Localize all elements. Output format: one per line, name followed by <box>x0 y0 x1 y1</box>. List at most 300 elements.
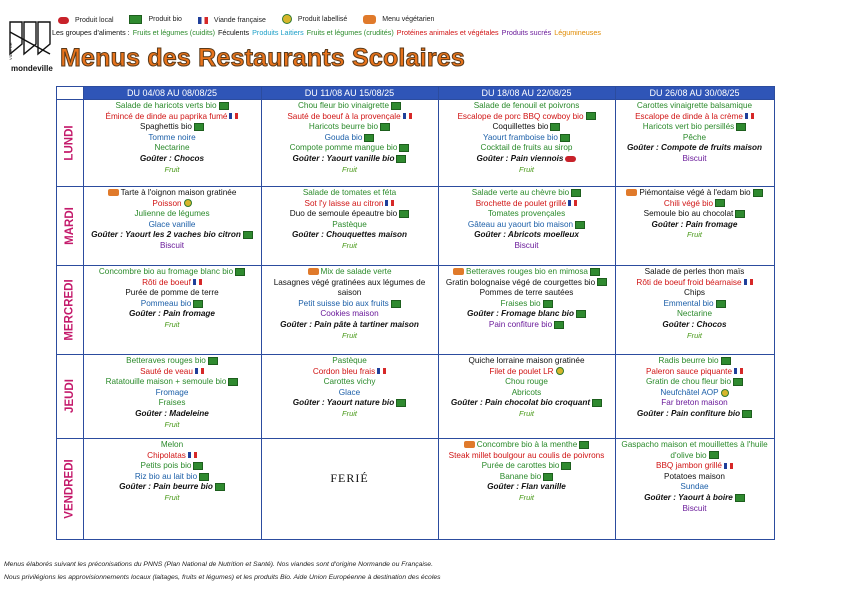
day-label-mardi: MARDI <box>64 206 77 245</box>
menu-table <box>56 86 775 540</box>
menu-item <box>83 398 261 409</box>
menu-cell-mercredi-week-4 <box>615 266 774 354</box>
bio-icon <box>554 321 564 329</box>
menu-item-text: Goûter : Pain chocolat bio croquant <box>450 398 591 408</box>
menu-item <box>83 288 261 299</box>
menu-item-text: Glace vanille <box>148 219 196 229</box>
menu-item-text: Goûter : Chocos <box>139 153 205 163</box>
menu-item <box>83 241 261 252</box>
menu-item-text: Sot l'y laisse au citron <box>304 198 384 208</box>
french-flag-icon <box>385 200 394 206</box>
menu-item-text: Goûter : Flan vanille <box>487 482 566 492</box>
vegetarian-icon <box>308 268 319 275</box>
menu-item-text: Fruit <box>687 230 702 240</box>
ferie-label: FERIÉ <box>330 471 369 485</box>
french-flag-icon <box>745 113 754 119</box>
legend-item-label <box>282 14 347 24</box>
menu-item-text: Julienne de légumes <box>134 209 210 219</box>
vegetarian-icon <box>626 189 637 196</box>
menu-item-text: Compote pomme mangue bio <box>289 143 398 153</box>
menu-item <box>261 267 438 278</box>
menu-item <box>615 299 774 310</box>
menu-item <box>615 398 774 409</box>
menu-item-text: Chips <box>684 288 705 298</box>
menu-cell-vendredi-week-3 <box>438 439 615 539</box>
bio-icon <box>742 410 752 418</box>
bio-icon <box>709 451 719 459</box>
french-flag-icon <box>198 17 208 24</box>
french-flag-icon <box>377 368 386 374</box>
menu-item <box>615 388 774 399</box>
menu-item-text: Chou fleur bio vinaigrette <box>297 101 390 110</box>
menu-item-text: Fruit <box>519 164 534 174</box>
menu-item-text: Carottes vichy <box>323 377 376 387</box>
menu-item-text: Steak millet boulgour au coulis de poivrons <box>448 450 605 460</box>
menu-item-text: Coquillettes bio <box>492 122 549 132</box>
menu-item-text: Cocktail de fruits au sirop <box>480 143 573 153</box>
menu-cell-jeudi-week-3 <box>438 355 615 438</box>
bio-icon <box>396 155 406 163</box>
menu-item-text: Fruit <box>164 164 180 174</box>
menu-item-text: Poisson <box>152 198 182 208</box>
footer-line-2: Nous privilégions les approvisionnements locaux (laitages, fruits et légumes) et les produits Bio. Aide Union Européenne à destination des écoles <box>4 574 441 581</box>
menu-item <box>261 377 438 388</box>
bio-icon <box>715 199 725 207</box>
french-flag-icon <box>724 463 733 469</box>
menu-item-text: Salade de fenouil et poivrons <box>473 101 580 110</box>
menu-item <box>438 267 615 278</box>
menu-item <box>615 209 774 220</box>
day-label-vendredi: VENDREDI <box>64 458 76 519</box>
menu-item-text: Betteraves rouges bio <box>126 356 206 365</box>
menu-item-text: Radis beurre bio <box>658 356 719 365</box>
menu-item <box>615 504 774 515</box>
legend <box>58 14 448 26</box>
menu-item-text: Spaghettis bio <box>140 122 192 132</box>
bio-icon <box>380 123 390 131</box>
week-header-4: DU 26/08 AU 30/08/25 <box>615 87 774 99</box>
day-label-lundi: LUNDI <box>64 124 77 161</box>
menu-item <box>438 320 615 331</box>
menu-item <box>615 356 774 367</box>
menu-item-text: Goûter : Yaourt à boire <box>644 492 733 502</box>
bio-icon <box>576 310 586 318</box>
menu-item <box>615 331 774 342</box>
menu-item-text: Paleron sauce piquante <box>645 366 733 376</box>
menu-item <box>438 101 615 112</box>
legend-item-bio <box>129 15 181 24</box>
menu-item <box>438 288 615 299</box>
menu-item <box>261 165 438 176</box>
food-group-3: Produits Laitiers <box>252 28 304 37</box>
menu-item <box>615 122 774 133</box>
mondeville-logo <box>6 18 52 78</box>
menu-item-text: Quiche lorraine maison gratinée <box>468 356 585 365</box>
bio-icon <box>193 300 203 308</box>
menu-item-text: Yaourt framboise bio <box>483 132 558 142</box>
menu-item-text: Fromage <box>155 387 189 397</box>
menu-item-text: Mix de salade verte <box>320 267 392 276</box>
menu-item-text: Melon <box>160 440 184 449</box>
bio-icon <box>721 357 731 365</box>
menu-item <box>83 451 261 462</box>
bio-icon <box>364 134 374 142</box>
menu-item <box>615 220 774 231</box>
vegetarian-icon <box>363 15 376 24</box>
menu-item <box>438 309 615 320</box>
menu-item <box>615 440 774 461</box>
menu-cell-vendredi-week-2 <box>261 439 438 539</box>
menu-item-text: Neufchâtel AOP <box>660 387 719 397</box>
menu-item <box>83 420 261 431</box>
menu-item-text: Goûter : Fromage blanc bio <box>467 309 574 319</box>
menu-cell-mardi-week-3 <box>438 187 615 265</box>
menu-item-text: Pastèque <box>332 356 367 365</box>
bio-icon <box>590 268 600 276</box>
menu-item <box>261 101 438 112</box>
menu-item-text: Fruit <box>519 492 534 502</box>
french-flag-icon <box>734 368 743 374</box>
menu-item <box>438 377 615 388</box>
menu-item <box>83 188 261 199</box>
menu-item <box>438 409 615 420</box>
menu-item <box>261 409 438 420</box>
menu-item-text: Goûter : Pain viennois <box>476 153 564 163</box>
menu-item <box>438 493 615 504</box>
menu-item <box>438 188 615 199</box>
menu-item <box>438 241 615 252</box>
logo-subtext: VILLE DE <box>8 42 13 60</box>
bio-icon <box>194 123 204 131</box>
menu-item-text: Goûter : Compote de fruits maison <box>626 143 763 153</box>
menu-item-text: Goûter : Pain fromage <box>651 219 738 229</box>
menu-item <box>83 377 261 388</box>
menu-cell-mardi-week-1 <box>83 187 261 265</box>
menu-item-text: Salade de tomates et féta <box>302 188 397 197</box>
french-flag-icon <box>744 279 753 285</box>
menu-item <box>615 493 774 504</box>
menu-item <box>83 482 261 493</box>
menu-item <box>83 461 261 472</box>
menu-item-text: Gaspacho maison et mouillettes à l'huile d'olive bio <box>621 440 768 460</box>
menu-item-text: Salade de perles thon maïs <box>644 267 745 276</box>
menu-item <box>261 143 438 154</box>
menu-item <box>615 472 774 483</box>
bio-icon <box>228 378 238 386</box>
menu-item-text: Betteraves rouges bio en mimosa <box>466 267 588 276</box>
bio-icon <box>399 144 409 152</box>
menu-item-text: Salade verte au chèvre bio <box>471 188 570 197</box>
menu-item <box>615 143 774 154</box>
menu-item <box>438 388 615 399</box>
page-title: Menus des Restaurants Scolaires <box>60 44 465 72</box>
menu-item <box>261 188 438 199</box>
menu-item <box>438 112 615 123</box>
menu-item-text: Pastèque <box>332 219 367 229</box>
menu-item-text: Fruit <box>342 408 357 418</box>
menu-item-text: Cookies maison <box>320 309 379 319</box>
menu-item <box>83 356 261 367</box>
menu-item-text: Goûter : Pain beurre bio <box>119 482 213 492</box>
menu-item <box>438 472 615 483</box>
menu-item-text: Goûter : Yaourt vanille bio <box>292 153 395 163</box>
food-group-6: Produits sucrés <box>501 28 552 37</box>
menu-cell-jeudi-week-1 <box>83 355 261 438</box>
bio-icon <box>208 357 218 365</box>
logo-text: mondeville <box>11 64 53 73</box>
produit-local-icon <box>58 17 69 24</box>
menu-item-text: Biscuit <box>682 153 707 163</box>
menu-item-text: Tomme noire <box>148 132 196 142</box>
menu-item-text: Goûter : Yaourt les 2 vaches bio citron <box>91 230 241 240</box>
bio-icon <box>550 123 560 131</box>
bio-icon <box>243 231 253 239</box>
menu-item <box>261 122 438 133</box>
menu-cell-lundi-week-4 <box>615 100 774 186</box>
menu-item-text: Concombre bio au fromage blanc bio <box>98 267 234 276</box>
label-icon <box>184 199 192 207</box>
menu-item-text: Petits pois bio <box>140 461 192 471</box>
bio-icon <box>396 399 406 407</box>
menu-item-text: Goûter : Pain fromage <box>129 309 215 319</box>
menu-item <box>261 220 438 231</box>
week-header-2: DU 11/08 AU 15/08/25 <box>261 87 438 99</box>
menu-item <box>261 112 438 123</box>
bio-icon <box>560 134 570 142</box>
menu-item <box>261 356 438 367</box>
menu-item-text: Émincé de dinde au paprika fumé <box>105 111 228 121</box>
menu-item-text: Goûter : Chocos <box>662 319 727 329</box>
menu-item <box>83 143 261 154</box>
label-icon <box>721 389 729 397</box>
french-flag-icon <box>403 113 412 119</box>
menu-item <box>83 440 261 451</box>
menu-cell-lundi-week-3 <box>438 100 615 186</box>
menu-item <box>615 278 774 289</box>
menu-item <box>261 299 438 310</box>
menu-item-text: Fruit <box>164 419 180 429</box>
menu-item <box>615 288 774 299</box>
menu-item <box>438 230 615 241</box>
menu-item <box>615 133 774 144</box>
menu-item <box>83 220 261 231</box>
menu-item <box>438 143 615 154</box>
legend-label: Menu végétarien <box>382 16 435 23</box>
menu-item <box>83 388 261 399</box>
menu-item-text: Rôti de boeuf <box>142 277 191 287</box>
vegetarian-icon <box>453 268 464 275</box>
menu-item-text: Sauté de veau <box>140 366 193 376</box>
menu-item-text: Goûter : Pain confiture bio <box>636 408 741 418</box>
french-flag-icon <box>188 452 197 458</box>
menu-cell-mercredi-week-2 <box>261 266 438 354</box>
bio-icon <box>561 462 571 470</box>
menu-item-text: Salade de haricots verts bio <box>115 101 217 110</box>
menu-item-text: Pommes de terre sautées <box>479 288 574 298</box>
menu-item-text: Fruit <box>164 492 180 502</box>
legend-label: Produit local <box>75 17 114 24</box>
menu-item-text: Tarte à l'oignon maison gratinée <box>120 188 237 197</box>
menu-item-text: Escalope de porc BBQ cowboy bio <box>457 111 584 121</box>
menu-item-text: Goûter : Yaourt nature bio <box>292 398 395 408</box>
bio-icon <box>399 210 409 218</box>
legend-item-vegetarien <box>363 15 434 24</box>
food-group-5: Protéines animales et végétales <box>396 28 499 37</box>
menu-item <box>83 112 261 123</box>
menu-item <box>615 154 774 165</box>
bio-icon <box>586 112 596 120</box>
menu-item-text: Haricots vert bio persillés <box>642 122 735 132</box>
menu-item <box>438 154 615 165</box>
day-label-jeudi: JEUDI <box>64 379 76 413</box>
legend-label: Produit bio <box>148 16 182 23</box>
menu-item <box>615 309 774 320</box>
menu-item-text: Goûter : Pain pâte à tartiner maison <box>280 319 419 329</box>
menu-item <box>438 398 615 409</box>
menu-item <box>83 101 261 112</box>
menu-item <box>615 377 774 388</box>
french-flag-icon <box>195 368 204 374</box>
menu-item-text: Biscuit <box>159 240 185 250</box>
menu-item <box>83 309 261 320</box>
menu-item <box>438 165 615 176</box>
label-icon <box>282 14 292 24</box>
bio-icon <box>575 221 585 229</box>
bio-icon <box>199 473 209 481</box>
menu-item <box>438 133 615 144</box>
menu-item <box>83 278 261 289</box>
menu-cell-vendredi-week-1 <box>83 439 261 539</box>
food-group-4: Fruits et légumes (crudités) <box>306 28 394 37</box>
menu-item <box>83 367 261 378</box>
menu-item <box>615 112 774 123</box>
menu-item-text: Fruit <box>342 240 357 250</box>
menu-item <box>261 388 438 399</box>
day-label-mercredi: MERCREDI <box>64 278 76 341</box>
menu-item-text: Potatoes maison <box>664 471 725 481</box>
footer-line-1: Menus élaborés suivant les préconisations du PNNS (Plan National de Nutrition et Santé). Nos viandes sont d'origine Normande ou Française. <box>4 561 433 568</box>
menu-item <box>438 367 615 378</box>
menu-item-text: BBQ jambon grillé <box>656 461 722 471</box>
menu-item-text: Chipolatas <box>147 450 186 460</box>
bio-icon <box>753 189 763 197</box>
menu-item-text: Gratin de chou fleur bio <box>645 377 732 387</box>
menu-item <box>83 122 261 133</box>
menu-item <box>615 482 774 493</box>
menu-item-text: Abricots <box>511 387 542 397</box>
menu-item <box>438 199 615 210</box>
menu-item-text: Banane bio <box>499 471 542 481</box>
menu-item <box>83 199 261 210</box>
menu-item <box>615 230 774 241</box>
bio-icon <box>571 189 581 197</box>
bio-icon <box>391 300 401 308</box>
menu-item <box>261 331 438 342</box>
food-groups-line <box>52 28 604 37</box>
menu-item <box>261 398 438 409</box>
bio-icon <box>193 462 203 470</box>
menu-item <box>83 165 261 176</box>
menu-item <box>261 309 438 320</box>
menu-cell-lundi-week-2 <box>261 100 438 186</box>
menu-item <box>615 367 774 378</box>
menu-item-text: Far breton maison <box>661 398 728 408</box>
menu-item-text: Pain confiture bio <box>488 319 553 329</box>
menu-item <box>83 230 261 241</box>
menu-item-text: Gouda bio <box>324 132 363 142</box>
menu-item-text: Cordon bleu frais <box>312 366 376 376</box>
menu-item <box>438 220 615 231</box>
week-header-1: DU 04/08 AU 08/08/25 <box>83 87 261 99</box>
menu-item <box>438 278 615 289</box>
food-group-1: Fruits et légumes (cuidits) <box>132 28 215 37</box>
menu-item-text: Sundae <box>680 482 709 492</box>
bio-icon <box>543 300 553 308</box>
legend-item-local <box>58 17 114 24</box>
menu-item-text: Brochette de poulet grillé <box>475 198 567 208</box>
menu-item-text: Chili végé bio <box>663 198 714 208</box>
menu-item-text: Tomates provençales <box>487 209 566 219</box>
menu-item-text: Duo de semoule épeautre bio <box>289 209 398 219</box>
bio-icon <box>219 102 229 110</box>
menu-item-text: Rôti de boeuf froid béarnaise <box>636 277 742 287</box>
menu-item-text: Chou rouge <box>505 377 548 387</box>
bio-icon <box>391 102 401 110</box>
bio-icon <box>597 278 607 286</box>
food-group-7: Légumineuses <box>554 28 601 37</box>
menu-item <box>615 188 774 199</box>
menu-item <box>261 241 438 252</box>
vegetarian-icon <box>464 441 475 448</box>
menu-item-text: Goûter : Chouquettes maison <box>291 230 408 240</box>
menu-item <box>615 267 774 278</box>
menu-item <box>261 199 438 210</box>
menu-item-text: Lasagnes végé gratinées aux légumes de saison <box>273 277 426 298</box>
produit-bio-icon <box>129 15 142 24</box>
bio-icon <box>235 268 245 276</box>
menu-item-text: Piémontaise végé à l'edam bio <box>639 188 751 197</box>
menu-item-text: Haricots beurre bio <box>308 122 379 132</box>
menu-cell-lundi-week-1 <box>83 100 261 186</box>
menu-item <box>438 122 615 133</box>
week-header-3: DU 18/08 AU 22/08/25 <box>438 87 615 99</box>
menu-item <box>615 320 774 331</box>
menu-item <box>615 409 774 420</box>
menu-item-text: Fraises <box>158 398 186 408</box>
bio-icon <box>215 483 225 491</box>
menu-cell-vendredi-week-4 <box>615 439 774 539</box>
menu-item <box>83 472 261 483</box>
menu-item-text: Gratin bolognaise végé de courgettes bio <box>445 277 596 287</box>
menu-item <box>83 133 261 144</box>
menu-item <box>615 101 774 112</box>
menu-item-text: Emmental bio <box>663 298 714 308</box>
menu-item <box>261 278 438 299</box>
menu-item <box>261 320 438 331</box>
bio-icon <box>716 300 726 308</box>
menu-item <box>438 482 615 493</box>
menu-cell-mardi-week-4 <box>615 187 774 265</box>
menu-item-text: Fruit <box>519 408 534 418</box>
menu-item <box>83 267 261 278</box>
menu-item <box>438 356 615 367</box>
legend-label: Produit labellisé <box>297 15 348 23</box>
menu-item-text: Gâteau au yaourt bio maison <box>467 219 574 229</box>
menu-item <box>83 209 261 220</box>
menu-item <box>438 209 615 220</box>
menu-item-text: Ratatouille maison + semoule bio <box>105 377 227 387</box>
menu-item-text: Fruit <box>342 164 357 174</box>
